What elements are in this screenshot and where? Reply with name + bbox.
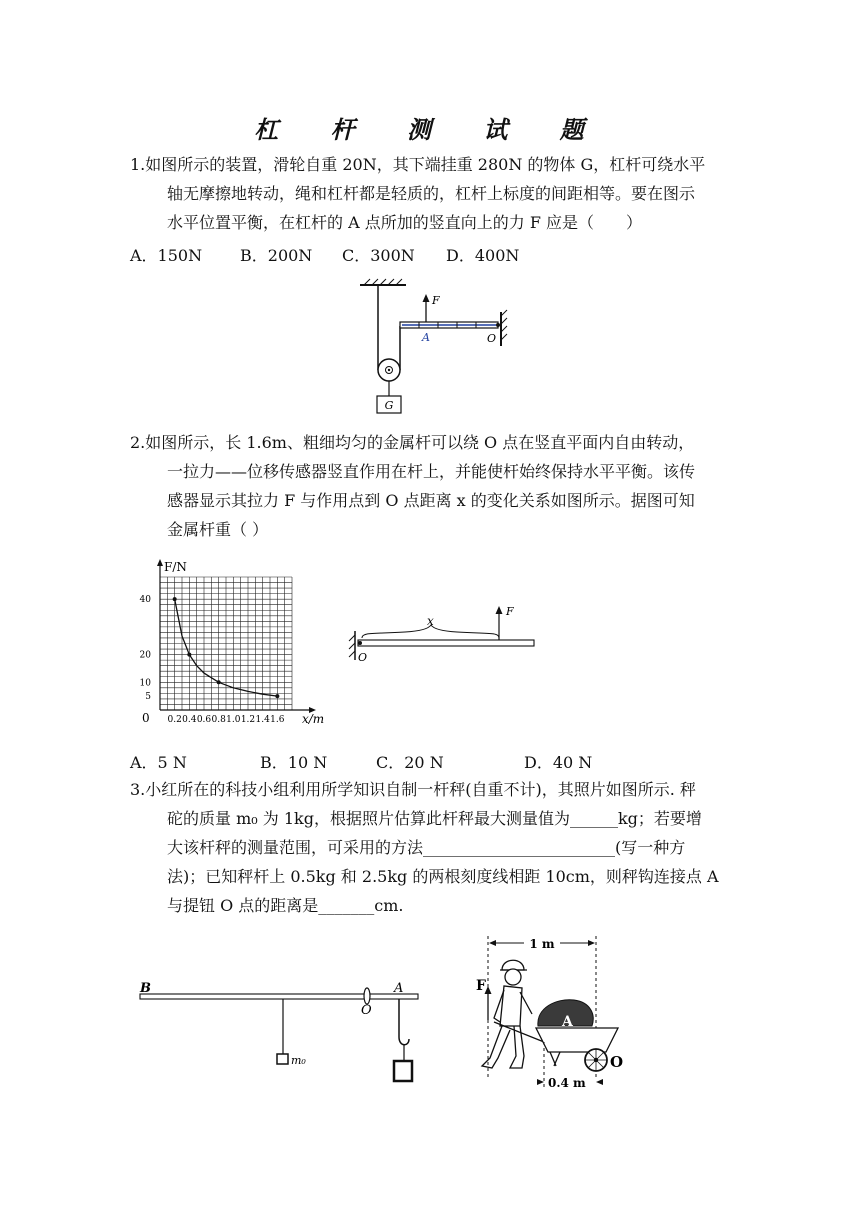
worker-force-label: F xyxy=(476,978,486,994)
chart-x-tick-label: 1.4 xyxy=(255,715,270,725)
question-3-text xyxy=(130,775,742,920)
wheel xyxy=(585,1049,607,1071)
chart-x-tick-label: 0.6 xyxy=(196,715,212,725)
question-2-option-a: A．5 N xyxy=(130,753,187,772)
chart-x-axis-label: x/m xyxy=(302,712,325,726)
width-label: 1 m xyxy=(529,937,555,951)
question-1-option-d: D．400N xyxy=(446,246,520,265)
distance-label: x xyxy=(427,614,434,628)
chart-data-point xyxy=(187,653,191,657)
chart-x-tick-label: 0.8 xyxy=(211,715,226,725)
question-2-option-d: D．40 N xyxy=(524,753,593,772)
pulley-lever-figure xyxy=(350,278,520,418)
chart-y-tick-label: 5 xyxy=(145,692,151,703)
hanging-load xyxy=(394,1061,412,1081)
question-2-text xyxy=(130,428,742,544)
rope xyxy=(378,285,400,370)
question-2-line-4: 金属杆重（ ） xyxy=(167,520,269,539)
force-arrow xyxy=(423,294,430,322)
page-title: 杠 杆 测 试 题 xyxy=(254,115,606,144)
rod-sensor-figure xyxy=(345,598,545,670)
rod-wall-support xyxy=(349,631,355,660)
sensor-force-label: F xyxy=(506,605,514,618)
question-1-line-2: 轴无摩擦地转动，绳和杠杆都是轻质的，杠杆上标度的间距相等。要在图示 xyxy=(167,184,696,203)
point-a-label: A xyxy=(422,331,430,344)
chart-x-tick-label: 1.0 xyxy=(226,715,241,725)
question-3-line-2: 砣的质量 m₀ 为 1kg，根据照片估算此杆秤最大测量值为______kg；若要增 xyxy=(167,809,702,828)
question-3-line-3: 大该杆秤的测量范围，可采用的方法________________________(写一种方 xyxy=(167,838,686,857)
chart-y-axis-label: F/N xyxy=(164,560,187,574)
ceiling-support xyxy=(360,279,406,285)
lever-bar xyxy=(400,322,498,328)
axle-label: O xyxy=(610,1053,624,1071)
chart-x-tick-label: 1.6 xyxy=(270,715,285,725)
distance-label: 0.4 m xyxy=(548,1076,586,1090)
weight-label: G xyxy=(384,399,394,412)
question-1-options xyxy=(130,243,519,266)
knob-pivot-label: O xyxy=(361,1003,372,1018)
chart-origin-label: 0 xyxy=(142,711,150,725)
metal-rod xyxy=(358,640,534,646)
force-distance-chart xyxy=(130,555,340,735)
end-b-label: B xyxy=(140,981,151,996)
question-3-line-1: 3.小红所在的科技小组利用所学知识自制一杆秤(自重不计)，其照片如图所示. 秤 xyxy=(130,780,696,799)
chart-y-axis-arrow xyxy=(157,559,163,566)
worker xyxy=(482,960,532,1068)
question-3-line-4: 法)；已知秤杆上 0.5kg 和 2.5kg 的两根刻度线相距 10cm，则秤钩连接点 A xyxy=(167,867,719,886)
pivot-label: O xyxy=(487,332,497,345)
question-2-options xyxy=(130,750,592,773)
force-label: F xyxy=(432,294,440,307)
counterweight-label: m₀ xyxy=(291,1054,306,1067)
rod-pivot-point xyxy=(358,641,362,645)
chart-data-point xyxy=(173,597,177,601)
wheelbarrow-figure xyxy=(460,930,650,1100)
steelyard-beam xyxy=(140,994,418,999)
chart-y-tick-label: 20 xyxy=(139,650,151,661)
chart-data-point xyxy=(275,694,279,698)
question-2-option-c: C．20 N xyxy=(376,753,444,772)
chart-y-tick-label: 40 xyxy=(139,595,151,606)
steelyard-figure xyxy=(130,975,430,1095)
question-1-text xyxy=(130,150,742,237)
question-3-line-5: 与提钮 O 点的距离是_______cm. xyxy=(167,896,404,915)
chart-data-point xyxy=(217,680,221,684)
chart-x-tick-label: 1.2 xyxy=(240,715,256,725)
question-1-line-1: 1.如图所示的装置，滑轮自重 20N，其下端挂重 280N 的物体 G，杠杆可绕水平 xyxy=(130,155,706,174)
question-1-option-c: C．300N xyxy=(342,246,415,265)
load-label: A xyxy=(562,1014,573,1030)
chart-y-tick-label: 10 xyxy=(139,678,151,689)
question-2-line-1: 2.如图所示，长 1.6m、粗细均匀的金属杆可以绕 O 点在竖直平面内自由转动， xyxy=(130,433,695,452)
pulley-wheel xyxy=(378,359,400,396)
chart-x-tick-label: 0.4 xyxy=(182,715,197,725)
counterweight-block xyxy=(277,1054,288,1064)
chart-x-tick-label: 0.2 xyxy=(167,715,182,725)
question-1-line-3: 水平位置平衡，在杠杆的 A 点所加的竖直向上的力 F 应是（ ） xyxy=(167,213,643,232)
question-2-line-2: 一拉力——位移传感器竖直作用在杆上，并能使杆始终保持水平平衡。该传 xyxy=(167,462,696,481)
question-2-line-3: 感器显示其拉力 F 与作用点到 O 点距离 x 的变化关系如图所示。据图可知 xyxy=(167,491,695,510)
hook-point-label: A xyxy=(394,981,404,996)
question-1-option-b: B．200N xyxy=(240,246,313,265)
question-2-option-b: B．10 N xyxy=(260,753,328,772)
rod-pivot-label: O xyxy=(358,651,368,664)
question-1-option-a: A．150N xyxy=(130,246,203,265)
lifting-knob xyxy=(364,988,370,1004)
chart-grid xyxy=(160,577,292,710)
hook xyxy=(399,999,409,1061)
